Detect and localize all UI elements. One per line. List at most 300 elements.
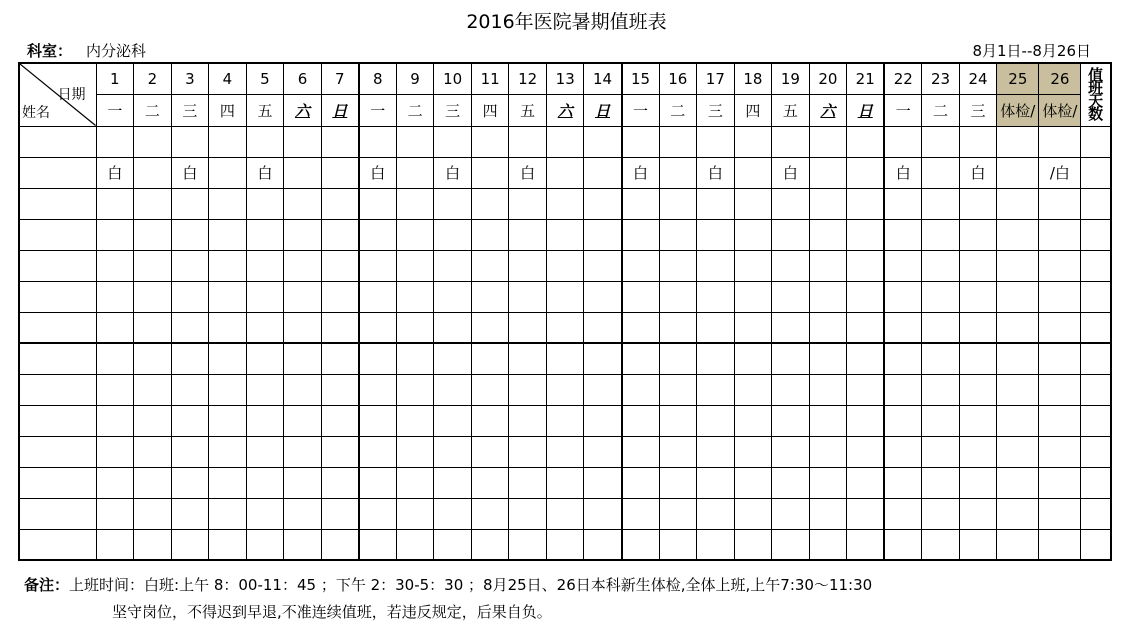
schedule-cell[interactable]: [434, 188, 472, 219]
schedule-cell[interactable]: [134, 250, 172, 281]
schedule-cell[interactable]: [1039, 219, 1081, 250]
schedule-cell[interactable]: [359, 498, 397, 529]
schedule-cell[interactable]: [772, 374, 810, 405]
schedule-cell[interactable]: [959, 467, 997, 498]
schedule-cell[interactable]: [434, 126, 472, 157]
schedule-cell[interactable]: [209, 219, 247, 250]
schedule-cell[interactable]: [959, 281, 997, 312]
schedule-cell[interactable]: [584, 498, 622, 529]
schedule-cell[interactable]: [321, 498, 359, 529]
schedule-cell[interactable]: [622, 467, 660, 498]
schedule-cell[interactable]: [284, 281, 322, 312]
schedule-cell[interactable]: [359, 343, 397, 374]
schedule-cell[interactable]: [396, 157, 434, 188]
schedule-cell[interactable]: [396, 188, 434, 219]
schedule-cell[interactable]: [584, 405, 622, 436]
schedule-cell[interactable]: [434, 436, 472, 467]
schedule-cell[interactable]: [509, 126, 547, 157]
schedule-cell[interactable]: [246, 467, 284, 498]
schedule-cell[interactable]: [584, 157, 622, 188]
schedule-cell[interactable]: [772, 312, 810, 343]
schedule-cell[interactable]: [809, 157, 847, 188]
schedule-cell[interactable]: [284, 188, 322, 219]
schedule-cell[interactable]: [134, 374, 172, 405]
schedule-cell[interactable]: [584, 436, 622, 467]
schedule-cell[interactable]: [359, 250, 397, 281]
schedule-cell[interactable]: [321, 343, 359, 374]
schedule-cell[interactable]: [622, 405, 660, 436]
schedule-cell[interactable]: [134, 467, 172, 498]
schedule-cell[interactable]: [1039, 250, 1081, 281]
schedule-cell[interactable]: [359, 126, 397, 157]
schedule-cell[interactable]: [546, 405, 584, 436]
schedule-cell[interactable]: [1039, 343, 1081, 374]
schedule-cell[interactable]: 白: [772, 157, 810, 188]
schedule-cell[interactable]: [584, 219, 622, 250]
schedule-cell[interactable]: 白: [171, 157, 209, 188]
schedule-cell[interactable]: [884, 250, 922, 281]
schedule-cell[interactable]: [734, 467, 772, 498]
schedule-cell[interactable]: [847, 374, 885, 405]
schedule-cell[interactable]: [209, 343, 247, 374]
schedule-cell[interactable]: [321, 126, 359, 157]
schedule-cell[interactable]: [396, 126, 434, 157]
schedule-cell[interactable]: [509, 188, 547, 219]
schedule-cell[interactable]: [734, 157, 772, 188]
schedule-cell[interactable]: [584, 312, 622, 343]
schedule-cell[interactable]: [997, 157, 1039, 188]
name-cell[interactable]: [19, 436, 96, 467]
schedule-cell[interactable]: [284, 250, 322, 281]
schedule-cell[interactable]: 白: [96, 157, 134, 188]
schedule-cell[interactable]: [697, 467, 735, 498]
schedule-cell[interactable]: [659, 188, 697, 219]
schedule-cell[interactable]: [1039, 374, 1081, 405]
schedule-cell[interactable]: [284, 126, 322, 157]
schedule-cell[interactable]: [809, 374, 847, 405]
schedule-cell[interactable]: [546, 312, 584, 343]
schedule-cell[interactable]: [697, 498, 735, 529]
schedule-cell[interactable]: [997, 219, 1039, 250]
schedule-cell[interactable]: [396, 498, 434, 529]
schedule-cell[interactable]: [171, 250, 209, 281]
name-cell[interactable]: [19, 467, 96, 498]
name-cell[interactable]: [19, 188, 96, 219]
schedule-cell[interactable]: [959, 188, 997, 219]
schedule-cell[interactable]: [809, 343, 847, 374]
schedule-cell[interactable]: [734, 219, 772, 250]
schedule-cell[interactable]: [622, 436, 660, 467]
schedule-cell[interactable]: [659, 250, 697, 281]
schedule-cell[interactable]: [96, 374, 134, 405]
schedule-cell[interactable]: [471, 219, 509, 250]
schedule-cell[interactable]: 白: [359, 157, 397, 188]
schedule-cell[interactable]: [697, 281, 735, 312]
schedule-cell[interactable]: [847, 250, 885, 281]
schedule-cell[interactable]: [171, 374, 209, 405]
schedule-cell[interactable]: [471, 126, 509, 157]
schedule-cell[interactable]: [997, 343, 1039, 374]
schedule-cell[interactable]: [884, 529, 922, 560]
schedule-cell[interactable]: /白: [1039, 157, 1081, 188]
schedule-cell[interactable]: [471, 250, 509, 281]
schedule-cell[interactable]: [509, 343, 547, 374]
schedule-cell[interactable]: [809, 312, 847, 343]
schedule-cell[interactable]: [509, 250, 547, 281]
schedule-cell[interactable]: [246, 126, 284, 157]
schedule-cell[interactable]: [959, 126, 997, 157]
schedule-cell[interactable]: [434, 405, 472, 436]
schedule-cell[interactable]: [997, 498, 1039, 529]
schedule-cell[interactable]: [434, 312, 472, 343]
schedule-cell[interactable]: [809, 219, 847, 250]
schedule-cell[interactable]: [546, 529, 584, 560]
schedule-cell[interactable]: [922, 126, 960, 157]
schedule-cell[interactable]: [1039, 312, 1081, 343]
schedule-cell[interactable]: [321, 374, 359, 405]
schedule-cell[interactable]: [284, 405, 322, 436]
schedule-cell[interactable]: [509, 529, 547, 560]
schedule-cell[interactable]: [734, 250, 772, 281]
schedule-cell[interactable]: [471, 281, 509, 312]
schedule-cell[interactable]: [209, 436, 247, 467]
schedule-cell[interactable]: [284, 529, 322, 560]
schedule-cell[interactable]: [697, 219, 735, 250]
schedule-cell[interactable]: [509, 312, 547, 343]
schedule-cell[interactable]: [622, 498, 660, 529]
schedule-cell[interactable]: [922, 374, 960, 405]
schedule-cell[interactable]: [396, 219, 434, 250]
schedule-cell[interactable]: [884, 467, 922, 498]
schedule-cell[interactable]: [471, 467, 509, 498]
schedule-cell[interactable]: [434, 250, 472, 281]
schedule-cell[interactable]: [584, 250, 622, 281]
schedule-cell[interactable]: [959, 374, 997, 405]
schedule-cell[interactable]: [321, 436, 359, 467]
schedule-cell[interactable]: [509, 281, 547, 312]
schedule-cell[interactable]: [772, 529, 810, 560]
schedule-cell[interactable]: [96, 188, 134, 219]
schedule-cell[interactable]: [922, 498, 960, 529]
schedule-cell[interactable]: [134, 219, 172, 250]
schedule-cell[interactable]: [884, 374, 922, 405]
schedule-cell[interactable]: [246, 250, 284, 281]
schedule-cell[interactable]: [134, 436, 172, 467]
schedule-cell[interactable]: [546, 188, 584, 219]
schedule-cell[interactable]: [509, 219, 547, 250]
schedule-cell[interactable]: [359, 405, 397, 436]
schedule-cell[interactable]: [847, 498, 885, 529]
schedule-cell[interactable]: [847, 529, 885, 560]
schedule-cell[interactable]: [171, 281, 209, 312]
schedule-cell[interactable]: [884, 405, 922, 436]
schedule-cell[interactable]: [997, 126, 1039, 157]
schedule-cell[interactable]: [321, 467, 359, 498]
schedule-cell[interactable]: [847, 157, 885, 188]
schedule-cell[interactable]: [659, 219, 697, 250]
schedule-cell[interactable]: 白: [959, 157, 997, 188]
schedule-cell[interactable]: [171, 436, 209, 467]
schedule-cell[interactable]: [284, 467, 322, 498]
schedule-cell[interactable]: [246, 529, 284, 560]
schedule-cell[interactable]: [321, 281, 359, 312]
schedule-cell[interactable]: [471, 157, 509, 188]
schedule-cell[interactable]: [359, 374, 397, 405]
schedule-cell[interactable]: [396, 250, 434, 281]
schedule-cell[interactable]: [959, 405, 997, 436]
schedule-cell[interactable]: [246, 374, 284, 405]
schedule-cell[interactable]: [134, 343, 172, 374]
schedule-cell[interactable]: [546, 467, 584, 498]
schedule-cell[interactable]: [959, 312, 997, 343]
schedule-cell[interactable]: [284, 219, 322, 250]
name-cell[interactable]: [19, 312, 96, 343]
schedule-cell[interactable]: [171, 188, 209, 219]
schedule-cell[interactable]: [359, 188, 397, 219]
schedule-cell[interactable]: [321, 157, 359, 188]
schedule-cell[interactable]: [884, 498, 922, 529]
schedule-cell[interactable]: [246, 498, 284, 529]
schedule-cell[interactable]: [659, 436, 697, 467]
schedule-cell[interactable]: [622, 343, 660, 374]
schedule-cell[interactable]: [546, 436, 584, 467]
schedule-cell[interactable]: [96, 343, 134, 374]
schedule-cell[interactable]: 白: [622, 157, 660, 188]
schedule-cell[interactable]: [359, 219, 397, 250]
schedule-cell[interactable]: [997, 250, 1039, 281]
schedule-cell[interactable]: [209, 157, 247, 188]
schedule-cell[interactable]: [884, 219, 922, 250]
schedule-cell[interactable]: [171, 343, 209, 374]
schedule-cell[interactable]: [922, 281, 960, 312]
schedule-cell[interactable]: [997, 405, 1039, 436]
schedule-cell[interactable]: [471, 343, 509, 374]
schedule-cell[interactable]: [1039, 436, 1081, 467]
schedule-cell[interactable]: [546, 498, 584, 529]
schedule-cell[interactable]: [734, 405, 772, 436]
schedule-cell[interactable]: [697, 312, 735, 343]
schedule-cell[interactable]: [734, 188, 772, 219]
schedule-cell[interactable]: [809, 188, 847, 219]
schedule-cell[interactable]: [1039, 188, 1081, 219]
schedule-cell[interactable]: [359, 281, 397, 312]
name-cell[interactable]: [19, 529, 96, 560]
schedule-cell[interactable]: [209, 405, 247, 436]
schedule-cell[interactable]: [509, 374, 547, 405]
schedule-cell[interactable]: [734, 498, 772, 529]
schedule-cell[interactable]: [772, 188, 810, 219]
schedule-cell[interactable]: [847, 343, 885, 374]
schedule-cell[interactable]: [546, 219, 584, 250]
schedule-cell[interactable]: [697, 343, 735, 374]
schedule-cell[interactable]: [96, 219, 134, 250]
name-cell[interactable]: [19, 374, 96, 405]
schedule-cell[interactable]: [697, 250, 735, 281]
schedule-cell[interactable]: [321, 529, 359, 560]
schedule-cell[interactable]: [622, 374, 660, 405]
schedule-cell[interactable]: [209, 312, 247, 343]
schedule-cell[interactable]: [396, 343, 434, 374]
schedule-cell[interactable]: [659, 126, 697, 157]
schedule-cell[interactable]: [546, 374, 584, 405]
schedule-cell[interactable]: [96, 529, 134, 560]
schedule-cell[interactable]: [697, 529, 735, 560]
schedule-cell[interactable]: [922, 157, 960, 188]
schedule-cell[interactable]: [546, 126, 584, 157]
schedule-cell[interactable]: [471, 312, 509, 343]
schedule-cell[interactable]: [134, 157, 172, 188]
schedule-cell[interactable]: [434, 343, 472, 374]
schedule-cell[interactable]: [171, 126, 209, 157]
schedule-cell[interactable]: [697, 405, 735, 436]
schedule-cell[interactable]: [284, 312, 322, 343]
schedule-cell[interactable]: [847, 126, 885, 157]
schedule-cell[interactable]: [622, 219, 660, 250]
schedule-cell[interactable]: [997, 529, 1039, 560]
schedule-cell[interactable]: [997, 281, 1039, 312]
schedule-cell[interactable]: [359, 436, 397, 467]
schedule-cell[interactable]: [734, 281, 772, 312]
schedule-cell[interactable]: [772, 250, 810, 281]
schedule-cell[interactable]: [134, 498, 172, 529]
schedule-cell[interactable]: [321, 405, 359, 436]
schedule-cell[interactable]: [1039, 529, 1081, 560]
name-cell[interactable]: [19, 281, 96, 312]
schedule-cell[interactable]: [622, 250, 660, 281]
schedule-cell[interactable]: [1039, 405, 1081, 436]
schedule-cell[interactable]: [772, 126, 810, 157]
name-cell[interactable]: [19, 250, 96, 281]
name-cell[interactable]: [19, 343, 96, 374]
schedule-cell[interactable]: [659, 157, 697, 188]
schedule-cell[interactable]: [396, 405, 434, 436]
schedule-cell[interactable]: [434, 281, 472, 312]
schedule-cell[interactable]: [96, 250, 134, 281]
schedule-cell[interactable]: [209, 467, 247, 498]
schedule-cell[interactable]: [171, 405, 209, 436]
schedule-cell[interactable]: [246, 188, 284, 219]
schedule-cell[interactable]: [546, 157, 584, 188]
schedule-cell[interactable]: [434, 467, 472, 498]
schedule-cell[interactable]: [471, 405, 509, 436]
schedule-cell[interactable]: [434, 529, 472, 560]
schedule-cell[interactable]: [772, 467, 810, 498]
schedule-cell[interactable]: [959, 343, 997, 374]
schedule-cell[interactable]: [209, 374, 247, 405]
schedule-cell[interactable]: [96, 467, 134, 498]
schedule-cell[interactable]: [246, 312, 284, 343]
schedule-cell[interactable]: [434, 219, 472, 250]
schedule-cell[interactable]: [396, 529, 434, 560]
schedule-cell[interactable]: [922, 188, 960, 219]
schedule-cell[interactable]: [922, 405, 960, 436]
schedule-cell[interactable]: [734, 312, 772, 343]
schedule-cell[interactable]: [1039, 467, 1081, 498]
schedule-cell[interactable]: [1039, 498, 1081, 529]
schedule-cell[interactable]: [847, 312, 885, 343]
schedule-cell[interactable]: [96, 281, 134, 312]
schedule-cell[interactable]: [997, 436, 1039, 467]
schedule-cell[interactable]: [734, 343, 772, 374]
schedule-cell[interactable]: [396, 436, 434, 467]
schedule-cell[interactable]: [734, 374, 772, 405]
schedule-cell[interactable]: [1039, 126, 1081, 157]
schedule-cell[interactable]: [546, 343, 584, 374]
schedule-cell[interactable]: [396, 312, 434, 343]
schedule-cell[interactable]: [546, 281, 584, 312]
schedule-cell[interactable]: [659, 498, 697, 529]
schedule-cell[interactable]: [96, 312, 134, 343]
schedule-cell[interactable]: [772, 498, 810, 529]
schedule-cell[interactable]: [471, 436, 509, 467]
schedule-cell[interactable]: [96, 405, 134, 436]
schedule-cell[interactable]: [359, 529, 397, 560]
schedule-cell[interactable]: [959, 436, 997, 467]
schedule-cell[interactable]: [659, 467, 697, 498]
schedule-cell[interactable]: [622, 312, 660, 343]
schedule-cell[interactable]: [809, 250, 847, 281]
schedule-cell[interactable]: [209, 281, 247, 312]
schedule-cell[interactable]: [284, 436, 322, 467]
schedule-cell[interactable]: [772, 281, 810, 312]
schedule-cell[interactable]: [134, 281, 172, 312]
schedule-cell[interactable]: [584, 343, 622, 374]
schedule-cell[interactable]: [471, 529, 509, 560]
schedule-cell[interactable]: [809, 281, 847, 312]
schedule-cell[interactable]: [659, 343, 697, 374]
schedule-cell[interactable]: [1039, 281, 1081, 312]
schedule-cell[interactable]: [959, 498, 997, 529]
schedule-cell[interactable]: [134, 405, 172, 436]
schedule-cell[interactable]: [584, 281, 622, 312]
schedule-cell[interactable]: [584, 529, 622, 560]
schedule-cell[interactable]: [884, 281, 922, 312]
schedule-cell[interactable]: 白: [246, 157, 284, 188]
schedule-cell[interactable]: [321, 188, 359, 219]
schedule-cell[interactable]: [884, 312, 922, 343]
schedule-cell[interactable]: [434, 498, 472, 529]
schedule-cell[interactable]: [847, 188, 885, 219]
schedule-cell[interactable]: [734, 529, 772, 560]
schedule-cell[interactable]: [772, 343, 810, 374]
schedule-cell[interactable]: [659, 281, 697, 312]
schedule-cell[interactable]: [246, 405, 284, 436]
schedule-cell[interactable]: [359, 312, 397, 343]
schedule-cell[interactable]: [622, 126, 660, 157]
schedule-cell[interactable]: [659, 312, 697, 343]
schedule-cell[interactable]: [396, 374, 434, 405]
schedule-cell[interactable]: [584, 467, 622, 498]
schedule-cell[interactable]: [284, 374, 322, 405]
schedule-cell[interactable]: [959, 250, 997, 281]
schedule-cell[interactable]: [134, 529, 172, 560]
schedule-cell[interactable]: [772, 436, 810, 467]
schedule-cell[interactable]: [284, 343, 322, 374]
schedule-cell[interactable]: [209, 188, 247, 219]
schedule-cell[interactable]: [922, 529, 960, 560]
schedule-cell[interactable]: [321, 219, 359, 250]
name-cell[interactable]: [19, 157, 96, 188]
schedule-cell[interactable]: [509, 436, 547, 467]
schedule-cell[interactable]: [434, 374, 472, 405]
schedule-cell[interactable]: [697, 188, 735, 219]
schedule-cell[interactable]: [659, 405, 697, 436]
schedule-cell[interactable]: [997, 188, 1039, 219]
schedule-cell[interactable]: [847, 281, 885, 312]
schedule-cell[interactable]: [471, 188, 509, 219]
schedule-cell[interactable]: [809, 467, 847, 498]
schedule-cell[interactable]: [584, 126, 622, 157]
